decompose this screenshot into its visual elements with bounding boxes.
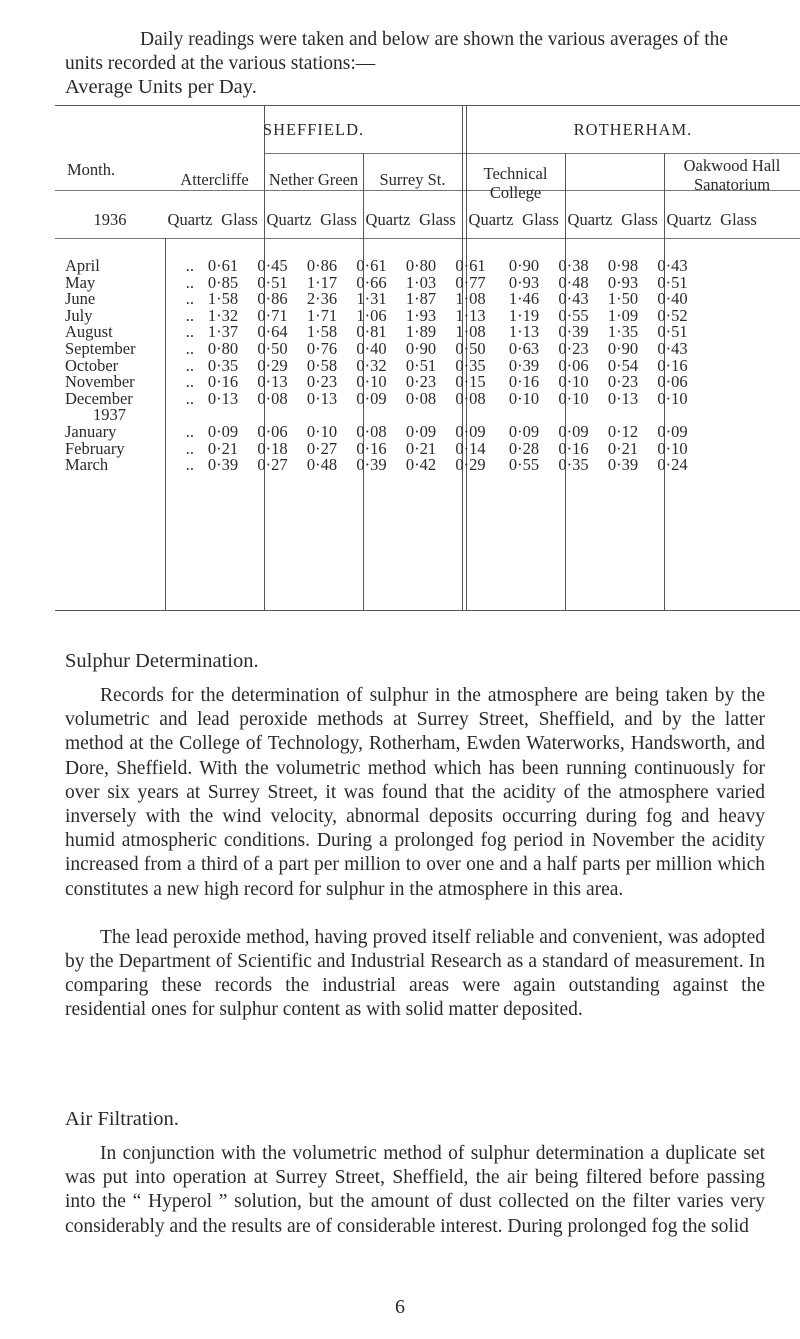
value-cell: 0·21 (207, 438, 239, 458)
value-cell: 1·35 (607, 322, 639, 342)
value-cell: 0·86 (306, 256, 338, 276)
subheader-glass: Glass (419, 210, 456, 229)
sulphur-section (65, 684, 765, 1023)
value-cell: 0·39 (508, 355, 540, 375)
value-cell: 0·27 (306, 438, 338, 458)
value-cell: 0·51 (405, 355, 437, 375)
value-cell: 1·08 (455, 322, 486, 342)
page-number: 6 (395, 1296, 405, 1318)
value-cell: 0·35 (207, 355, 239, 375)
value-cell: 0·39 (356, 455, 387, 475)
subheader-glass: Glass (621, 210, 658, 229)
month-cell: October (65, 355, 119, 375)
value-cell: 0·28 (508, 438, 540, 458)
value-cell: 0·61 (356, 256, 387, 276)
value-cell: 0·48 (306, 455, 338, 475)
station-surrey-st: Surrey St. (379, 170, 446, 189)
subheader-quartz: Quartz (167, 210, 213, 229)
value-cell: 0·76 (306, 339, 338, 359)
value-cell: 0·15 (455, 372, 486, 392)
value-cell: 0·09 (508, 422, 540, 442)
value-cell: 0·42 (405, 455, 437, 475)
value-cell: 0·29 (257, 355, 288, 375)
value-cell: 0·63 (508, 339, 540, 359)
value-cell: 0·50 (455, 339, 486, 359)
value-cell: 0·54 (607, 355, 639, 375)
leader-dots: .. (185, 438, 194, 458)
value-cell: 0·09 (455, 422, 486, 442)
month-cell: September (65, 339, 136, 359)
value-cell: 0·06 (257, 422, 288, 442)
leader-dots: .. (185, 372, 194, 392)
value-cell: 0·80 (207, 339, 239, 359)
leader-dots: .. (185, 289, 194, 309)
city-sheffield: SHEFFIELD. (262, 120, 365, 139)
value-cell: 0·90 (607, 339, 639, 359)
value-cell: 1·17 (306, 272, 338, 292)
value-cell: 0·13 (257, 372, 288, 392)
value-cell: 0·85 (207, 272, 239, 292)
intro-text: Daily readings were taken and below are shown the various averages of the units recorded at the various stations:— (65, 29, 729, 74)
value-cell: 0·48 (558, 272, 589, 292)
value-cell: 0·52 (657, 305, 688, 325)
value-cell: 1·19 (508, 305, 540, 325)
value-cell: 0·09 (558, 422, 589, 442)
value-cell: 1·89 (405, 322, 437, 342)
value-cell: 0·43 (657, 339, 688, 359)
value-cell: 0·21 (607, 438, 639, 458)
table-title: Average Units per Day. (65, 76, 257, 98)
station-attercliffe: Attercliffe (180, 170, 249, 189)
value-cell: 0·13 (607, 388, 639, 408)
value-cell: 0·23 (306, 372, 338, 392)
value-cell: 0·93 (607, 272, 639, 292)
value-cell: 1·50 (607, 289, 639, 309)
month-cell: August (65, 322, 113, 342)
value-cell: 0·10 (657, 388, 688, 408)
table-row (55, 457, 697, 474)
value-cell: 0·08 (455, 388, 486, 408)
value-cell: 0·23 (405, 372, 437, 392)
value-cell: 1·08 (455, 289, 486, 309)
value-cell: 0·38 (558, 256, 589, 276)
leader-dots: .. (185, 388, 194, 408)
value-cell: 0·55 (558, 305, 589, 325)
value-cell: 1·13 (508, 322, 540, 342)
value-cell: 0·16 (356, 438, 387, 458)
value-cell: 0·29 (455, 455, 486, 475)
value-cell: 0·61 (207, 256, 239, 276)
subheader-quartz: Quartz (666, 210, 712, 229)
value-cell: 0·13 (207, 388, 239, 408)
leader-dots: .. (185, 339, 194, 359)
value-cell: 0·10 (657, 438, 688, 458)
value-cell: 0·10 (558, 372, 589, 392)
value-cell: 0·12 (607, 422, 639, 442)
value-cell: 0·64 (257, 322, 288, 342)
leader-dots: .. (185, 455, 194, 475)
value-cell: 0·09 (356, 388, 387, 408)
subheader-quartz: Quartz (266, 210, 312, 229)
value-cell: 0·13 (306, 388, 338, 408)
city-rule (264, 153, 800, 154)
month-cell: July (65, 305, 93, 325)
value-cell: 1·32 (207, 305, 239, 325)
value-cell: 0·09 (657, 422, 688, 442)
value-cell: 0·90 (508, 256, 540, 276)
value-cell: 1·87 (405, 289, 437, 309)
station-technical-college: Technical College (483, 164, 548, 202)
subheader-quartz: Quartz (365, 210, 411, 229)
value-cell: 0·40 (657, 289, 688, 309)
subheader-glass: Glass (522, 210, 559, 229)
month-cell: December (65, 388, 133, 408)
value-cell: 1·31 (356, 289, 387, 309)
value-cell: 0·93 (508, 272, 540, 292)
value-cell: 0·40 (356, 339, 387, 359)
subheader-quartz: Quartz (468, 210, 514, 229)
value-cell: 2·36 (306, 289, 338, 309)
value-cell: 0·16 (657, 355, 688, 375)
air-heading: Air Filtration. (65, 1108, 179, 1130)
leader-dots: .. (185, 322, 194, 342)
value-cell: 0·55 (508, 455, 540, 475)
month-cell: April (65, 256, 100, 276)
value-cell: 0·08 (405, 388, 437, 408)
value-cell: 0·43 (558, 289, 589, 309)
value-cell: 0·66 (356, 272, 387, 292)
value-cell: 0·39 (558, 322, 589, 342)
value-cell: 0·21 (405, 438, 437, 458)
table-bottom-rule (55, 610, 800, 611)
value-cell: 1·58 (207, 289, 239, 309)
year-label: 1936 (93, 210, 127, 229)
value-cell: 0·10 (508, 388, 540, 408)
value-cell: 0·51 (657, 272, 688, 292)
value-cell: 0·51 (657, 322, 688, 342)
leader-dots: .. (185, 256, 194, 276)
value-cell: 0·18 (257, 438, 288, 458)
subheader-quartz: Quartz (567, 210, 613, 229)
subheader-glass: Glass (221, 210, 258, 229)
value-cell: 1·03 (405, 272, 437, 292)
value-cell: 1·58 (306, 322, 338, 342)
value-cell: 0·90 (405, 339, 437, 359)
value-cell: 0·81 (356, 322, 387, 342)
value-cell: 0·09 (405, 422, 437, 442)
value-cell: 0·06 (558, 355, 589, 375)
sulphur-heading: Sulphur Determination. (65, 650, 259, 672)
value-cell: 0·08 (356, 422, 387, 442)
value-cell: 0·61 (455, 256, 486, 276)
value-cell: 0·16 (558, 438, 589, 458)
value-cell: 0·10 (558, 388, 589, 408)
value-cell: 0·35 (455, 355, 486, 375)
value-cell: 1·93 (405, 305, 437, 325)
leader-dots: .. (185, 305, 194, 325)
month-cell: March (65, 455, 109, 475)
value-cell: 0·10 (356, 372, 387, 392)
intro-paragraph (65, 28, 765, 76)
value-cell: 1·46 (508, 289, 540, 309)
station-nether-green: Nether Green (268, 170, 359, 189)
value-cell: 0·32 (356, 355, 387, 375)
value-cell: 0·16 (508, 372, 540, 392)
value-cell: 0·09 (207, 422, 239, 442)
value-cell: 1·09 (607, 305, 639, 325)
air-section (65, 1142, 765, 1239)
city-rotherham: ROTHERHAM. (573, 120, 693, 139)
value-cell: 0·98 (607, 256, 639, 276)
value-cell: 0·24 (657, 455, 688, 475)
value-cell: 0·16 (207, 372, 239, 392)
subheader-rule (55, 238, 800, 239)
subheader-glass: Glass (320, 210, 357, 229)
table-row (55, 391, 697, 408)
units-table (55, 258, 697, 474)
value-cell: 0·80 (405, 256, 437, 276)
value-cell: 0·06 (657, 372, 688, 392)
leader-dots: .. (185, 422, 194, 442)
station-oakwood: Oakwood Hall Sanatorium (683, 156, 781, 194)
air-paragraph-1: In conjunction with the volumetric method of sulphur determination a duplicate set was put into operation at Surrey Street, Sheffield, the air being filtered before passing into the “ Hyperol ” solution, but the amount of dust collected on the filter varies very considerably and the results are of considerable interest. During prolonged fog the solid (65, 1143, 765, 1237)
value-cell: 0·14 (455, 438, 486, 458)
month-cell: June (65, 289, 96, 309)
sulphur-paragraph-1: Records for the determination of sulphur in the atmosphere are being taken by the volumetric and lead peroxide methods at Surrey Street, Sheffield, and by the latter method at the College of Technology, Rotherham, Ewden Waterworks, Handsworth, and Dore, Sheffield. With the volumetric method which has been running continuously for over six years at Surrey Street, it was found that the acidity of the atmosphere varied inversely with the wind velocity, abnormal deposits occurring during fog and heavy humid atmospheric conditions. During a prolonged fog period in November the acidity increased from a third of a part per million to over one and a half parts per million which constitutes a new high record for sulphur in the atmosphere in this area. (65, 685, 765, 900)
value-cell: 0·10 (306, 422, 338, 442)
sulphur-paragraph-2: The lead peroxide method, having proved itself reliable and convenient, was adopted by the Department of Scientific and Industrial Research as a standard of measurement. In comparing these records the industrial areas were again outstanding against the residential ones for sulphur content as with solid matter deposited. (65, 926, 765, 1021)
value-cell: 0·39 (607, 455, 639, 475)
value-cell: 1·06 (356, 305, 387, 325)
value-cell: 1·13 (455, 305, 486, 325)
value-cell: 0·08 (257, 388, 288, 408)
value-cell: 0·50 (257, 339, 288, 359)
subheader-glass: Glass (720, 210, 757, 229)
month-cell: January (65, 422, 117, 442)
value-cell: 1·37 (207, 322, 239, 342)
value-cell: 0·77 (455, 272, 486, 292)
value-cell: 0·58 (306, 355, 338, 375)
leader-dots: .. (185, 272, 194, 292)
table-top-rule (55, 105, 800, 106)
leader-dots: .. (185, 355, 194, 375)
value-cell: 0·23 (607, 372, 639, 392)
month-cell: February (65, 438, 125, 458)
value-cell: 0·27 (257, 455, 288, 475)
month-cell: November (65, 372, 135, 392)
value-cell: 0·35 (558, 455, 589, 475)
month-cell: May (65, 272, 96, 292)
value-cell: 0·39 (207, 455, 239, 475)
value-cell: 0·51 (257, 272, 288, 292)
value-cell: 0·43 (657, 256, 688, 276)
value-cell: 0·45 (257, 256, 288, 276)
value-cell: 0·23 (558, 339, 589, 359)
value-cell: 0·71 (257, 305, 288, 325)
year-2-label: 1937 (93, 405, 126, 425)
value-cell: 1·71 (306, 305, 338, 325)
value-cell: 0·86 (257, 289, 288, 309)
month-header: Month. (67, 160, 116, 179)
